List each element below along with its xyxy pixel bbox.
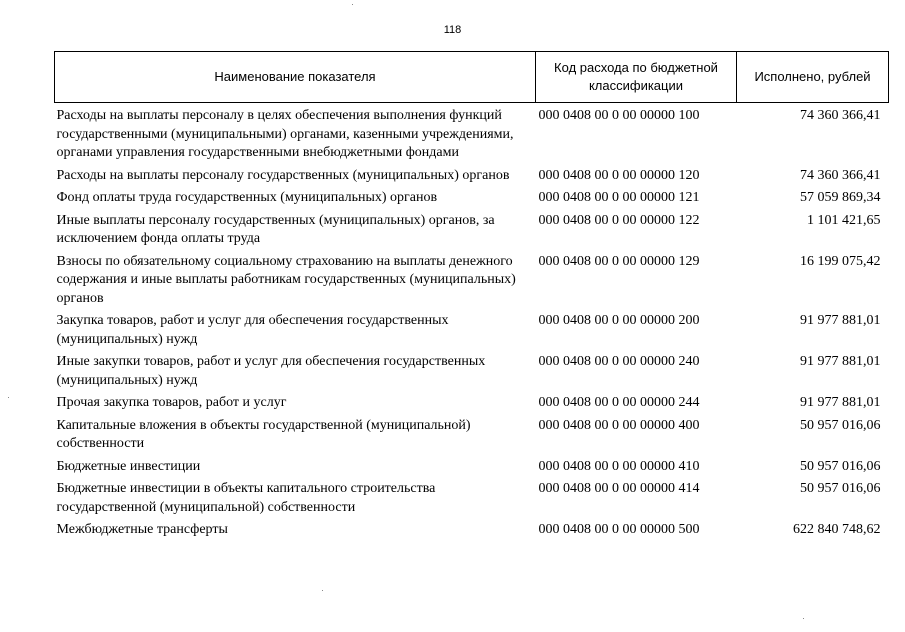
row-sum: 74 360 366,41 bbox=[800, 167, 881, 183]
row-name: Бюджетные инвестиции bbox=[56, 458, 201, 474]
row-code: 000 0408 00 0 00 00000 414 bbox=[538, 481, 700, 496]
header-name: Наименование показателя bbox=[55, 52, 536, 103]
table-row bbox=[55, 312, 889, 353]
row-name: Межбюджетные трансферты bbox=[56, 522, 228, 537]
row-code: 000 0408 00 0 00 00000 129 bbox=[538, 253, 700, 269]
table-row bbox=[55, 480, 889, 521]
row-sum: 91 977 881,01 bbox=[800, 313, 881, 328]
row-code: 000 0408 00 0 00 00000 244 bbox=[538, 395, 700, 410]
row-code: 000 0408 00 0 00 00000 240 bbox=[538, 354, 700, 369]
row-sum: 50 957 016,06 bbox=[800, 458, 881, 474]
row-name: Бюджетные инвестиции в объекты капитального строительства государственной (муниципальной) собственности bbox=[56, 481, 436, 515]
row-sum: 622 840 748,62 bbox=[793, 522, 881, 537]
table-row bbox=[55, 394, 889, 417]
table-row bbox=[55, 189, 889, 212]
row-code: 000 0408 00 0 00 00000 121 bbox=[538, 190, 700, 205]
row-name: Иные выплаты персоналу государственных (муниципальных) органов, за исключением фонда оплаты труда bbox=[56, 212, 495, 246]
table-header bbox=[55, 52, 889, 103]
row-name: Расходы на выплаты персоналу в целях обеспечения выполнения функций государственными (муниципальными) органами, казенными учреждениями, органами управления государственными внебюджетными фондами bbox=[56, 108, 514, 160]
row-code: 000 0408 00 0 00 00000 120 bbox=[538, 167, 700, 183]
header-code: Код расхода по бюджетной классификации bbox=[536, 52, 737, 103]
row-sum: 74 360 366,41 bbox=[800, 108, 881, 123]
row-name: Иные закупки товаров, работ и услуг для обеспечения государственных (муниципальных) нужд bbox=[56, 354, 486, 388]
row-code: 000 0408 00 0 00 00000 410 bbox=[538, 458, 700, 474]
table-row bbox=[55, 353, 889, 394]
row-code: 000 0408 00 0 00 00000 400 bbox=[538, 417, 700, 433]
table-row bbox=[55, 212, 889, 253]
scan-speck bbox=[322, 590, 323, 591]
row-sum: 50 957 016,06 bbox=[800, 481, 881, 496]
budget-execution-table bbox=[54, 51, 889, 544]
row-sum: 91 977 881,01 bbox=[800, 354, 881, 369]
table-row bbox=[55, 521, 889, 544]
scan-speck bbox=[352, 4, 353, 5]
row-name: Фонд оплаты труда государственных (муниципальных) органов bbox=[56, 190, 438, 205]
header-row bbox=[55, 52, 889, 103]
row-sum: 16 199 075,42 bbox=[800, 253, 881, 269]
row-sum: 50 957 016,06 bbox=[800, 417, 881, 433]
row-name: Прочая закупка товаров, работ и услуг bbox=[56, 395, 287, 410]
scan-speck bbox=[803, 618, 804, 619]
row-name: Расходы на выплаты персоналу государственных (муниципальных) органов bbox=[56, 167, 510, 183]
page-number: 118 bbox=[443, 24, 462, 36]
table-row bbox=[55, 417, 889, 458]
scan-speck bbox=[8, 397, 9, 398]
row-sum: 91 977 881,01 bbox=[800, 395, 881, 410]
row-name: Капитальные вложения в объекты государственной (муниципальной) собственности bbox=[56, 417, 471, 451]
table-row bbox=[55, 253, 889, 313]
row-code: 000 0408 00 0 00 00000 500 bbox=[538, 522, 700, 537]
row-code: 000 0408 00 0 00 00000 122 bbox=[538, 212, 700, 228]
row-code: 000 0408 00 0 00 00000 100 bbox=[538, 108, 700, 123]
row-name: Закупка товаров, работ и услуг для обеспечения государственных (муниципальных) нужд bbox=[56, 313, 449, 347]
header-sum: Исполнено, рублей bbox=[737, 52, 889, 103]
table-row bbox=[55, 167, 889, 190]
row-code: 000 0408 00 0 00 00000 200 bbox=[538, 313, 700, 328]
row-name: Взносы по обязательному социальному страхованию на выплаты денежного содержания и иные выплаты работникам государственных (муниципальных) органов bbox=[56, 253, 516, 306]
table-body bbox=[55, 103, 889, 544]
table-row bbox=[55, 103, 889, 167]
row-sum: 57 059 869,34 bbox=[800, 190, 881, 205]
table-row bbox=[55, 458, 889, 481]
row-sum: 1 101 421,65 bbox=[807, 212, 881, 228]
